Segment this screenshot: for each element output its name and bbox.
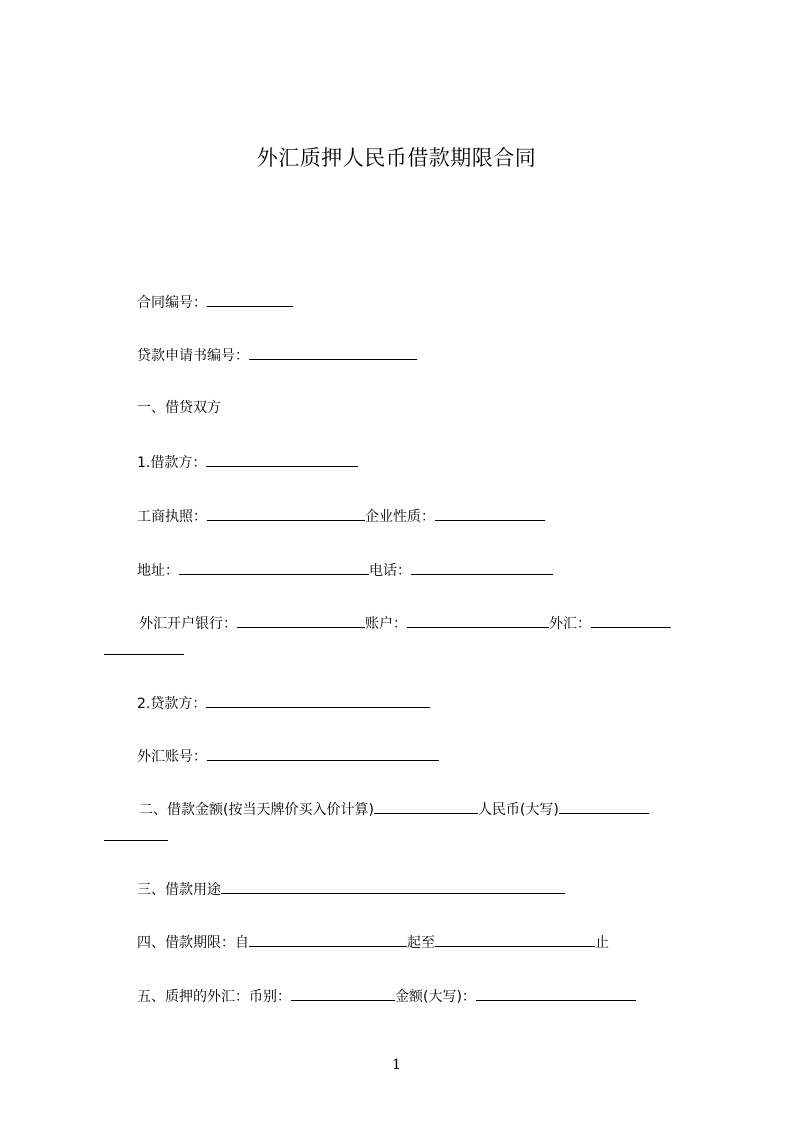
fx-blank[interactable] [591, 613, 671, 628]
loan-purpose-line [137, 879, 565, 899]
lender-blank[interactable] [206, 693, 430, 708]
contract-number-label: 合同编号： [137, 295, 207, 311]
rmb-blank-continued-line [104, 826, 168, 846]
enterprise-nature-blank[interactable] [435, 506, 545, 521]
loan-purpose-label: 三、借款用途 [137, 882, 221, 898]
phone-blank[interactable] [411, 560, 553, 575]
section-heading-parties: 一、借贷双方 [137, 400, 221, 416]
fx-blank-continued[interactable] [104, 640, 184, 655]
rmb-upper-blank-continued[interactable] [104, 826, 168, 841]
page-number: 1 [392, 1057, 401, 1073]
loan-amount-blank[interactable] [374, 799, 478, 814]
business-license-blank[interactable] [207, 506, 365, 521]
application-number-label: 贷款申请书编号： [137, 348, 249, 364]
currency-blank[interactable] [291, 986, 395, 1001]
address-line [137, 560, 553, 580]
loan-amount-label: 二、借款金额(按当天牌价买入价计算) [139, 802, 374, 818]
fx-bank-line [139, 613, 671, 633]
enterprise-nature-label: 企业性质： [365, 509, 435, 525]
account-blank[interactable] [407, 613, 549, 628]
application-number-blank[interactable] [249, 345, 417, 360]
phone-label: 电话： [369, 563, 411, 579]
rmb-upper-blank[interactable] [559, 799, 649, 814]
from-to-label: 起至 [407, 935, 435, 951]
end-label: 止 [595, 935, 609, 951]
application-number-line [137, 345, 417, 365]
license-line [137, 506, 545, 526]
loan-amount-line [139, 799, 649, 819]
borrower-blank[interactable] [206, 452, 358, 467]
lender-label: 2.贷款方： [137, 696, 207, 712]
pledged-fx-label: 五、质押的外汇：币别： [137, 989, 291, 1005]
lender-line [137, 693, 430, 713]
rmb-upper-label: 人民币(大写) [477, 802, 559, 818]
loan-term-line [137, 932, 609, 952]
business-license-label: 工商执照： [137, 509, 207, 525]
pledged-fx-line [137, 986, 636, 1006]
fx-account-line [137, 746, 439, 766]
address-blank[interactable] [179, 560, 369, 575]
loan-term-label: 四、借款期限：自 [137, 935, 249, 951]
fx-blank-continued-line [104, 640, 184, 660]
borrower-line [137, 452, 358, 472]
borrower-label: 1.借款方： [137, 455, 207, 471]
fx-label: 外汇： [549, 616, 591, 632]
fx-account-blank[interactable] [207, 746, 439, 761]
loan-purpose-blank[interactable] [221, 879, 565, 894]
term-end-blank[interactable] [435, 932, 595, 947]
term-start-blank[interactable] [249, 932, 407, 947]
document-title: 外汇质押人民币借款期限合同 [256, 146, 537, 170]
address-label: 地址： [137, 563, 179, 579]
account-label: 账户： [365, 616, 407, 632]
amount-upper-label: 金额(大写)： [395, 989, 476, 1005]
contract-number-line [137, 292, 293, 312]
contract-number-blank[interactable] [207, 292, 293, 307]
fx-bank-label: 外汇开户银行： [139, 616, 237, 632]
fx-bank-blank[interactable] [237, 613, 365, 628]
fx-account-label: 外汇账号： [137, 749, 207, 765]
amount-upper-blank[interactable] [476, 986, 636, 1001]
